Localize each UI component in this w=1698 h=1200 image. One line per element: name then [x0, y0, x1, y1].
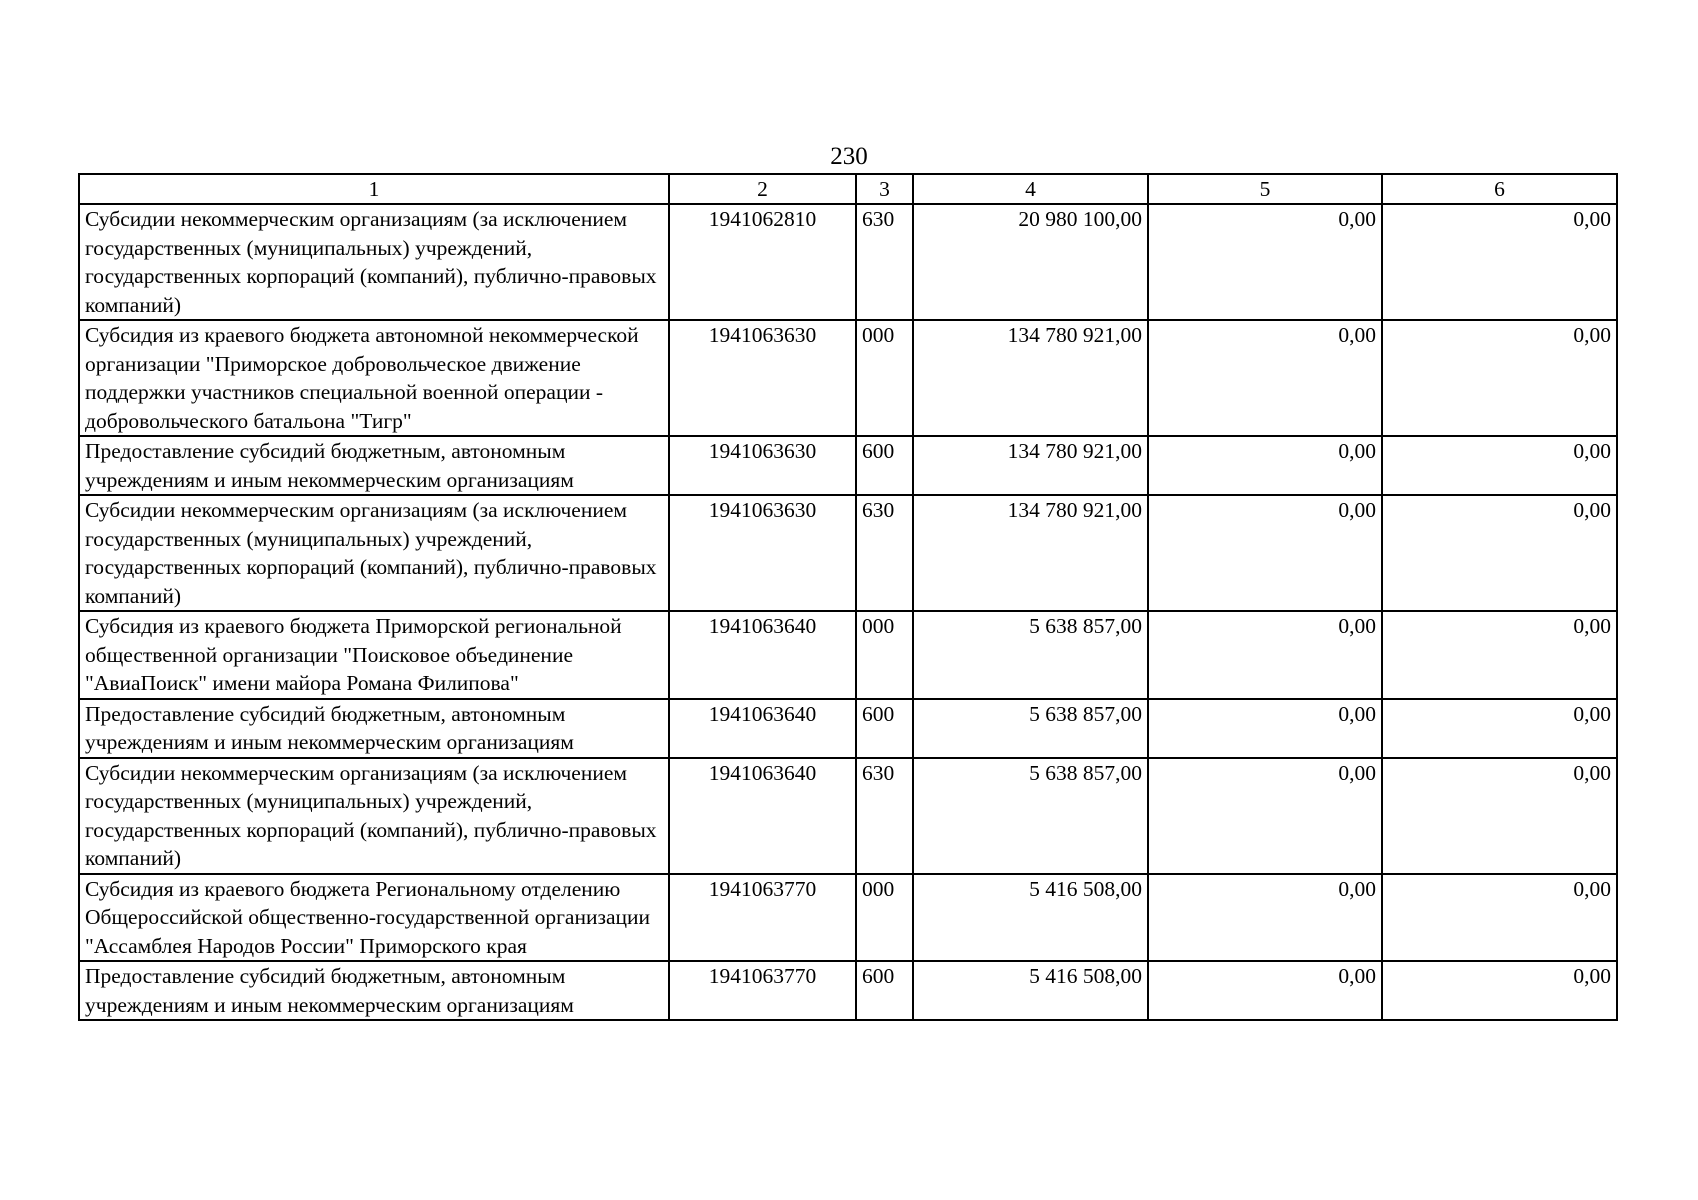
row-value-4: 5 638 857,00: [913, 758, 1148, 874]
table-row: [79, 874, 1617, 962]
row-name: Субсидии некоммерческим организациям (за исключением государственных (муниципальных) учреждений, государственных корпораций (компаний), публично-правовых компаний): [79, 204, 669, 320]
row-type: 630: [856, 204, 913, 320]
row-type: 630: [856, 495, 913, 611]
row-value-6: 0,00: [1382, 874, 1617, 962]
table-row: [79, 758, 1617, 874]
header-col-1: 1: [79, 174, 669, 204]
row-name: Субсидия из краевого бюджета Приморской региональной общественной организации "Поисковое объединение "АвиаПоиск" имени майора Романа Филипова": [79, 611, 669, 699]
row-type: 630: [856, 758, 913, 874]
table-row: [79, 436, 1617, 495]
row-value-5: 0,00: [1148, 436, 1382, 495]
row-name: Субсидия из краевого бюджета автономной некоммерческой организации "Приморское добровольческое движение поддержки участников специальной военной операции - добровольческого батальона "Тигр": [79, 320, 669, 436]
row-value-5: 0,00: [1148, 874, 1382, 962]
row-value-6: 0,00: [1382, 611, 1617, 699]
table-row: [79, 699, 1617, 758]
row-value-6: 0,00: [1382, 204, 1617, 320]
row-name: Субсидии некоммерческим организациям (за исключением государственных (муниципальных) учреждений, государственных корпораций (компаний), публично-правовых компаний): [79, 495, 669, 611]
table-row: [79, 611, 1617, 699]
row-name: Предоставление субсидий бюджетным, автономным учреждениям и иным некоммерческим организациям: [79, 699, 669, 758]
row-value-4: 134 780 921,00: [913, 320, 1148, 436]
row-value-5: 0,00: [1148, 204, 1382, 320]
row-value-4: 134 780 921,00: [913, 495, 1148, 611]
row-code: 1941062810: [669, 204, 856, 320]
row-type: 000: [856, 320, 913, 436]
row-value-5: 0,00: [1148, 320, 1382, 436]
row-value-6: 0,00: [1382, 961, 1617, 1020]
row-type: 600: [856, 436, 913, 495]
table-row: [79, 204, 1617, 320]
row-code: 1941063770: [669, 874, 856, 962]
header-col-2: 2: [669, 174, 856, 204]
row-value-4: 5 416 508,00: [913, 961, 1148, 1020]
row-name: Субсидии некоммерческим организациям (за исключением государственных (муниципальных) учреждений, государственных корпораций (компаний), публично-правовых компаний): [79, 758, 669, 874]
row-value-5: 0,00: [1148, 758, 1382, 874]
row-code: 1941063630: [669, 495, 856, 611]
header-col-5: 5: [1148, 174, 1382, 204]
row-code: 1941063630: [669, 436, 856, 495]
row-type: 000: [856, 611, 913, 699]
row-value-6: 0,00: [1382, 320, 1617, 436]
row-name: Субсидия из краевого бюджета Региональному отделению Общероссийской общественно-государственной организации "Ассамблея Народов России" Приморского края: [79, 874, 669, 962]
header-col-3: 3: [856, 174, 913, 204]
table-row: [79, 495, 1617, 611]
row-type: 600: [856, 961, 913, 1020]
row-value-5: 0,00: [1148, 699, 1382, 758]
row-type: 000: [856, 874, 913, 962]
row-value-5: 0,00: [1148, 611, 1382, 699]
row-value-6: 0,00: [1382, 495, 1617, 611]
row-value-4: 5 638 857,00: [913, 699, 1148, 758]
header-col-6: 6: [1382, 174, 1617, 204]
row-value-5: 0,00: [1148, 961, 1382, 1020]
row-value-4: 5 638 857,00: [913, 611, 1148, 699]
row-name: Предоставление субсидий бюджетным, автономным учреждениям и иным некоммерческим организациям: [79, 961, 669, 1020]
row-code: 1941063630: [669, 320, 856, 436]
budget-table: [78, 173, 1618, 1021]
row-value-6: 0,00: [1382, 436, 1617, 495]
header-row: [79, 174, 1617, 204]
row-value-4: 5 416 508,00: [913, 874, 1148, 962]
page-number: 230: [830, 143, 868, 170]
row-value-6: 0,00: [1382, 699, 1617, 758]
row-value-4: 134 780 921,00: [913, 436, 1148, 495]
row-code: 1941063770: [669, 961, 856, 1020]
row-code: 1941063640: [669, 611, 856, 699]
row-value-6: 0,00: [1382, 758, 1617, 874]
header-col-4: 4: [913, 174, 1148, 204]
row-value-4: 20 980 100,00: [913, 204, 1148, 320]
row-code: 1941063640: [669, 699, 856, 758]
row-code: 1941063640: [669, 758, 856, 874]
row-type: 600: [856, 699, 913, 758]
row-value-5: 0,00: [1148, 495, 1382, 611]
table-row: [79, 961, 1617, 1020]
table-row: [79, 320, 1617, 436]
row-name: Предоставление субсидий бюджетным, автономным учреждениям и иным некоммерческим организациям: [79, 436, 669, 495]
